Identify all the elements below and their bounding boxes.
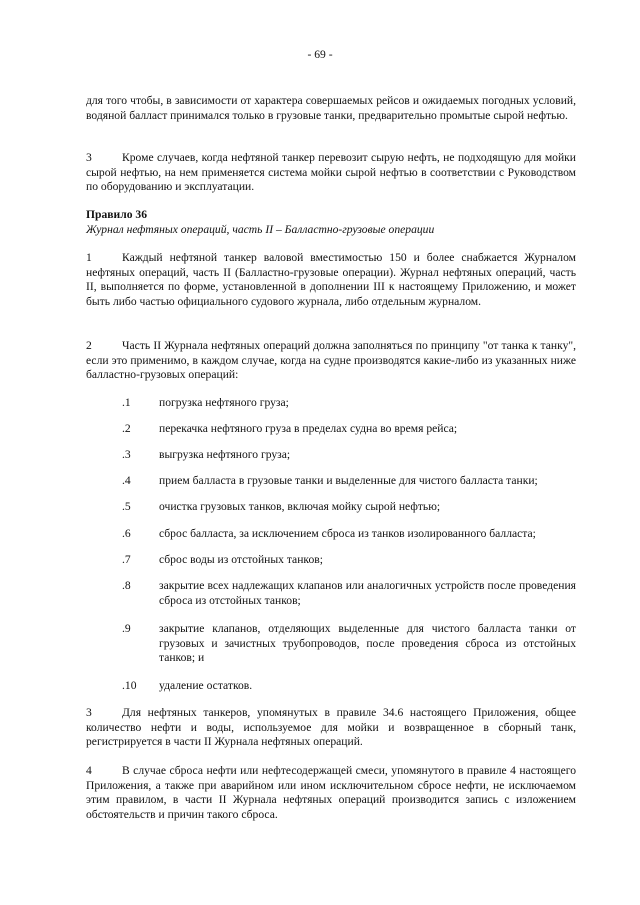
paragraph-number: 1 — [86, 251, 92, 264]
rule-subtitle: Журнал нефтяных операций, часть II – Балластно-грузовые операции — [86, 223, 435, 236]
list-item-number: .7 — [122, 553, 131, 566]
paragraph-text: Каждый нефтяной танкер валовой вместимостью 150 и более снабжается Журналом нефтяных операций, часть II (Балластно-грузовые операции). Журнал нефтяных операций, часть II, выполняется по форме, установленной в дополнении III к настоящему Приложению, и может быть либо частью официального судового журнала, либо отдельным журналом. — [86, 251, 576, 308]
paragraph-text: В случае сброса нефти или нефтесодержащей смеси, упомянутого в правиле 4 настоящего Приложения, а также при аварийном или ином исключительном сбросе нефти, не исключаемом этим правилом, в части II Журнала нефтяных операций производится запись с изложением обстоятельств и причин такого сброса. — [86, 764, 576, 821]
list-item-text: удаление остатков. — [159, 679, 253, 692]
paragraph-text: Кроме случаев, когда нефтяной танкер перевозит сырую нефть, не подходящую для мойки сырой нефтью, на нем применяется система мойки сырой нефтью в соответствии с Руководством по оборудованию и эксплуатации. — [86, 151, 576, 194]
rule-paragraph-2 — [86, 339, 576, 383]
list-item-text: закрытие всех надлежащих клапанов или аналогичных устройств после проведения сброса из отстойных танков; — [159, 579, 576, 607]
list-item-number: .6 — [122, 527, 131, 540]
page-number: - 69 - — [307, 48, 333, 61]
list-item-number: .8 — [122, 579, 131, 592]
paragraph-number: 3 — [86, 151, 92, 164]
rule-title: Правило 36 — [86, 208, 147, 221]
list-item-text: погрузка нефтяного груза; — [159, 396, 289, 409]
list-item-number: .4 — [122, 474, 131, 487]
list-item-text: сброс балласта, за исключением сброса из танков изолированного балласта; — [159, 527, 536, 540]
list-item-number: .10 — [122, 679, 137, 692]
list-item-text: перекачка нефтяного груза в пределах судна во время рейса; — [159, 422, 458, 435]
rule-paragraph-1 — [86, 251, 576, 309]
list-item-text: прием балласта в грузовые танки и выделенные для чистого балласта танки; — [159, 474, 538, 487]
list-item-text: выгрузка нефтяного груза; — [159, 448, 291, 461]
list-item-number: .1 — [122, 396, 131, 409]
list-item-number: .9 — [122, 622, 131, 635]
list-item-number: .3 — [122, 448, 131, 461]
paragraph-text: Часть II Журнала нефтяных операций должна заполняться по принципу "от танка к танку", если это применимо, в каждом случае, когда на судне производятся какие-либо из указанных ниже балластно-грузовых операций: — [86, 339, 576, 382]
list-item-text: очистка грузовых танков, включая мойку сырой нефтью; — [159, 500, 441, 513]
list-item-number: .5 — [122, 500, 131, 513]
paragraph-text: Для нефтяных танкеров, упомянутых в правиле 34.6 настоящего Приложения, общее количество нефти и воды, используемое для мойки и возвращенное в сборный танк, регистрируется в части II Журнала нефтяных операций. — [86, 706, 576, 749]
paragraph-3 — [86, 151, 576, 195]
list-item-text: сброс воды из отстойных танков; — [159, 553, 323, 566]
rule-paragraph-4 — [86, 764, 576, 822]
list-item-text: закрытие клапанов, отделяющих выделенные для чистого балласта танки от грузовых и зачистных трубопроводов, после проведения сброса из отстойных танков; и — [159, 622, 576, 665]
paragraph-number: 2 — [86, 339, 92, 352]
intro-paragraph: для того чтобы, в зависимости от характера совершаемых рейсов и ожидаемых погодных условий, водяной балласт принимался только в грузовые танки, предварительно промытые сырой нефтью. — [86, 94, 576, 122]
list-item-number: .2 — [122, 422, 131, 435]
paragraph-number: 3 — [86, 706, 92, 719]
paragraph-number: 4 — [86, 764, 92, 777]
rule-paragraph-3 — [86, 706, 576, 750]
